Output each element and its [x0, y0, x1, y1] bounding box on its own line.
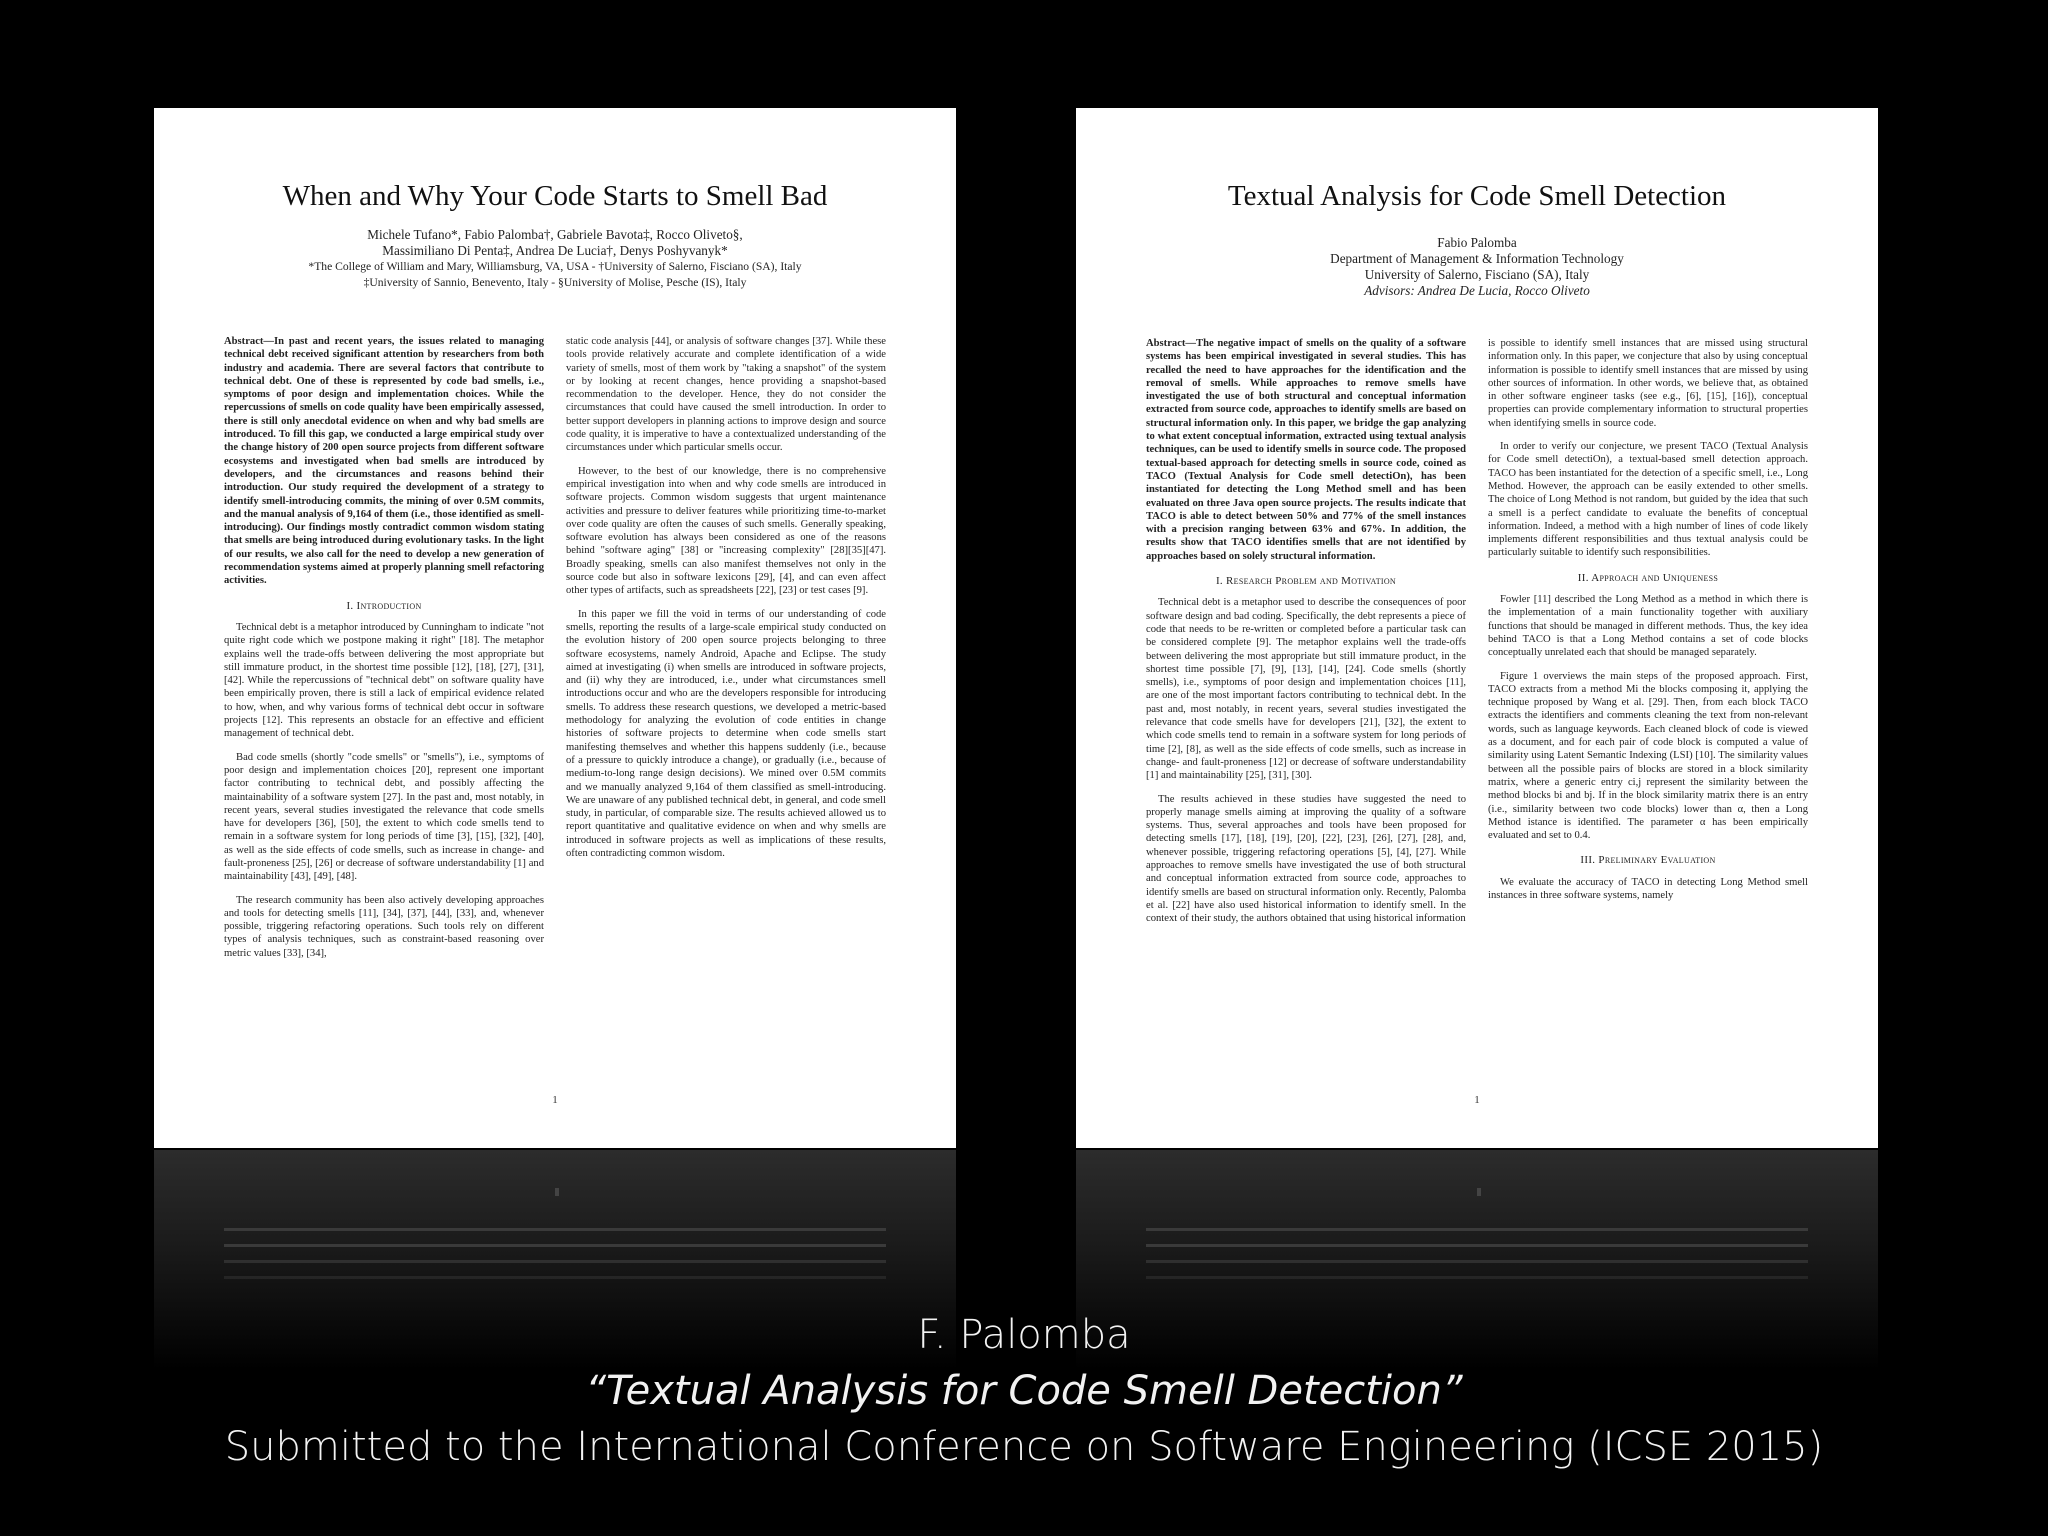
column-left: [1146, 337, 1466, 935]
reflection-line: [1146, 1228, 1808, 1231]
paragraph: We evaluate the accuracy of TACO in detecting Long Method smell instances in three software systems, namely: [1488, 876, 1808, 901]
column-right: [566, 335, 886, 970]
paragraph: Technical debt is a metaphor introduced by Cunningham to indicate "not quite right code which we postpone making it right" [18]. The metaphor explains well the trade-offs between delivering the most appropriate but still immature product, in the shortest time possible [12], [18], [27], [31], [42]. While the repercussions of "technical debt" on software quality have been empirically proven, there is still a lack of empirical evidence related to how, when, and why various forms of technical debt occur in software projects [12]. This represents an obstacle for an effective and efficient management of technical debt.: [224, 621, 544, 740]
paragraph: In order to verify our conjecture, we present TACO (Textual Analysis for Code smell detectiOn), a textual-based smell detection approach. TACO has been instantiated for the detection of a specific smell, i.e., Long Method. However, the approach can be easily extended to other smells. The choice of Long Method is not random, but guided by the idea that such a smell is a perfect candidate to evaluate the benefits of conceptual information. Indeed, a method with a high number of lines of code likely implements different responsibilities and thus textual analysis could be particularly suitable to identify such responsibilities.: [1488, 441, 1808, 559]
paragraph: The results achieved in these studies have suggested the need to properly manage smells aiming at improving the quality of a software systems. Thus, several approaches and tools have been proposed for detecting smells [17], [18], [19], [20], [22], [23], [26], [27], [28], and, whenever possible, triggering refactoring operations [5], [4], [27]. While approaches to remove smells have investigated the use of both structural and conceptual information extracted from source code, approaches to identify smells are based on structural information only. Recently, Palomba et al. [22] have also used historical information to identify smell. In the context of their study, the authors obtained that using historical information: [1146, 793, 1466, 925]
reflection-line: [1146, 1276, 1808, 1279]
university: University of Salerno, Fisciano (SA), Italy: [1364, 267, 1590, 282]
caption-title: “Textual Analysis for Code Smell Detection”: [585, 1368, 1463, 1414]
paragraph: The research community has been also actively developing approaches and tools for detecting smells [11], [34], [37], [44], [33], and, whenever possible, triggering refactoring operations. Such tools rely on different types of analysis techniques, such as constraint-based reasoning over metric values [33], [34],: [224, 894, 544, 959]
reflection-mark: [1477, 1188, 1481, 1196]
reflection-line: [224, 1260, 886, 1263]
page-number: 1: [1474, 1094, 1480, 1106]
caption-venue: Submitted to the International Conference on Software Engineering (ICSE 2015): [224, 1424, 1824, 1470]
page-number: 1: [552, 1094, 558, 1106]
author-name: Fabio Palomba: [1437, 235, 1517, 250]
paragraph: Bad code smells (shortly "code smells" or "smells"), i.e., symptoms of poor design and implementation choices [20], represent one important factor contributing to technical debt, and possibly affecting the maintainability of a software system [27]. In the past and, most notably, in recent years, several studies investigated the relevance that code smells have for developers [36], [50], the extent to which code smells tend to remain in a software system for long periods of time [3], [15], [32], [40], as well as the side effects of code smells, such as increase in change- and fault-proneness [25], [26] or decrease of software understandability [1] and maintainability [43], [49], [48].: [224, 751, 544, 883]
authors-line: Michele Tufano*, Fabio Palomba†, Gabriele Bavota‡, Rocco Oliveto§,: [367, 227, 743, 242]
paper-page-right: [1076, 108, 1878, 1148]
advisors: Advisors: Andrea De Lucia, Rocco Oliveto: [1364, 283, 1590, 298]
paragraph: In this paper we fill the void in terms of our understanding of code smells, reporting the results of a large-scale empirical study conducted on the evolution history of 200 open source projects belonging to three software ecosystems, namely Android, Apache and Eclipse. The study aimed at investigating (i) when smells are introduced in software projects, and (ii) why they are introduced, i.e., under what circumstances smell introductions occur and who are the developers responsible for introducing smells. To address these research questions, we developed a metric-based methodology for analyzing the evolution of code entities in change histories of software projects to determine when code smells start manifesting themselves and whether this happens suddenly (i.e., because of a pressure to quickly introduce a change), or gradually (i.e., because of medium-to-long range design decisions). We mined over 0.5M commits and we manually analyzed 9,164 of them classified as smell-introducing. We are unaware of any published technical debt, in general, and code smell study, in particular, of comparable size. The results achieved allowed us to report quantitative and qualitative evidence on when and why smells are introduced in software projects as well as implications of these results, often contradicting common wisdom.: [566, 608, 886, 859]
authors-line: Massimiliano Di Penta‡, Andrea De Lucia†, Denys Poshyvanyk*: [382, 243, 728, 258]
section-heading: II. Approach and Uniqueness: [1577, 571, 1719, 584]
affiliation-line: ‡University of Sannio, Benevento, Italy - §University of Molise, Pesche (IS), Italy: [363, 276, 747, 289]
caption-author: F. Palomba: [917, 1312, 1131, 1358]
reflection-line: [224, 1228, 886, 1231]
paragraph: Figure 1 overviews the main steps of the proposed approach. First, TACO extracts from a method Mi the blocks composing it, applying the technique proposed by Wang et al. [29]. Then, from each block TACO extracts the identifiers and comments cleaning the text from non-relevant words, such as language keywords. Each cleaned block of code is viewed as a document, and for each pair of code block is computed a value of similarity using Latent Semantic Indexing (LSI) [10]. The similarity values between all the possible pairs of blocks are stored in a block similarity matrix, where a generic entry ci,j represent the similarity between the method blocks bi and bj. If in the block similarity matrix there is an entry (i.e., similarity between two code blocks) lower than α, then a Long Method istance is identified. The parameter α has been empirically evaluated and set to 0.4.: [1488, 670, 1808, 842]
two-column-body: [1146, 337, 1808, 935]
reflection-line: [224, 1276, 886, 1279]
section-heading: I. Research Problem and Motivation: [1215, 575, 1397, 588]
paper-page-left: [154, 108, 956, 1148]
author-block: [1146, 235, 1808, 299]
reflection-mark: [555, 1188, 559, 1196]
department: Department of Management & Information Technology: [1330, 251, 1624, 266]
section-heading: I. Introduction: [346, 599, 422, 612]
paragraph: static code analysis [44], or analysis of software changes [37]. While these tools provide relatively accurate and complete identification of a wide variety of smells, most of them work by "taking a snapshot" of the system or by looking at recent changes, hence providing a snapshot-based recommendation to the developer. Hence, they do not consider the circumstances that could have caused the smell introduction. In order to better support developers in planning actions to improve design and source code quality, it is imperative to have a contextualized understanding of the circumstances under which particular smells occur.: [566, 336, 886, 454]
paper-title: When and Why Your Code Starts to Smell Bad: [282, 180, 828, 212]
reflection-line: [224, 1244, 886, 1247]
reflection-line: [1146, 1244, 1808, 1247]
abstract: Abstract—The negative impact of smells on the quality of a software systems has been empirical investigated in several studies. This has recalled the need to have approaches for the identification and the removal of smells. While approaches to remove smells have investigated the use of both structural and conceptual information extracted from source code, approaches to identify smells are based on structural information only. In this paper, we bridge the gap analyzing to what extent conceptual information, extracted using textual analysis techniques, can be used to identify smells in source code. The proposed textual-based approach for detecting smells in source code, coined as TACO (Textual Analysis for Code smell detectiOn), has been instantiated for detecting the Long Method smell and has been evaluated on three Java open source projects. The results indicate that TACO is able to detect between 50% and 77% of the smell instances with a precision ranging between 63% and 67%. In addition, the results show that TACO identifies smells that are not identified by approaches based on solely structural information.: [1146, 338, 1466, 562]
column-right: [1488, 337, 1808, 935]
paragraph: Technical debt is a metaphor used to describe the consequences of poor software design and bad coding. Specifically, the debt represents a piece of code that needs to be re-written or completed before a particular task can be considered complete [9]. The metaphor explains well the trade-offs between delivering the most appropriate but still immature product, in the shortest time possible [7], [9], [13], [14], [24]. Code smells (shortly smells), i.e., symptoms of poor design and implementation choices [11], are one of the most important factors contributing to technical debt. In the past and, most notably, in recent years, several studies investigated the relevance that code smells have for developers [21], [32], the extent to which code smells tend to remain in a software system for long periods of time [2], [8], as well as the side effects of code smells, such as increase in change- and fault-proneness [12] or decrease of software understandability [1] and maintainability [25], [31], [30].: [1146, 597, 1466, 782]
paragraph: Fowler [11] described the Long Method as a method in which there is the implementation of a main functionality together with auxiliary functions that should be managed in different methods. Thus, the key idea behind TACO is that a Long Method contains a set of code blocks conceptually unrelated each that should be managed separately.: [1488, 594, 1808, 659]
column-left: [224, 335, 544, 970]
affiliation-line: *The College of William and Mary, Williamsburg, VA, USA - †University of Salerno, Fisciano (SA), Italy: [308, 260, 802, 273]
section-heading: III. Preliminary Evaluation: [1580, 854, 1716, 867]
paragraph: is possible to identify smell instances that are missed using structural information only. In this paper, we conjecture that also by using conceptual information is possible to identify smell instances that are missed by using other sources of information. In other words, we believe that, as obtained in other software engineer tasks (see e.g., [6], [15], [16]), conceptual properties can provide complementary information to structural properties when identifying smells in source code.: [1488, 338, 1808, 429]
author-block: [224, 227, 886, 291]
two-column-body: [224, 335, 886, 970]
abstract: Abstract—In past and recent years, the issues related to managing technical debt received significant attention by researchers from both industry and academia. There are several factors that contribute to technical debt. One of these is represented by code bad smells, i.e., symptoms of poor design and implementation choices. While the repercussions of smells on code quality have been empirically assessed, there is still only anecdotal evidence on when and why bad smells are introduced. To fill this gap, we conducted a large empirical study over the change history of 200 open source projects from different software ecosystems and investigated when bad smells are introduced by developers, and the circumstances and reasons behind their introduction. Our study required the development of a strategy to identify smell-introducing commits, the mining of over 0.5M commits, and the manual analysis of 9,164 of them (i.e., those identified as smell-introducing). Our findings mostly contradict common wisdom stating that smells are being introduced during evolutionary tasks. In the light of our results, we also call for the need to develop a new generation of recommendation systems aimed at properly planning smell refactoring activities.: [224, 336, 544, 587]
paper-title: Textual Analysis for Code Smell Detection: [1227, 180, 1727, 212]
paragraph: However, to the best of our knowledge, there is no comprehensive empirical investigation into when and why code smells are introduced in software projects. Common wisdom suggests that urgent maintenance activities and pressure to deliver features while prioritizing time-to-market over code quality are often the causes of such smells. Generally speaking, software evolution has always been considered as one of the reasons behind "software aging" [38] or "increasing complexity" [28][35][47]. Broadly speaking, smells can also manifest themselves not only in the source code but also in software lexicons [29], [4], and can even affect other types of artifacts, such as spreadsheets [22], [23] or test cases [9].: [566, 465, 886, 597]
reflection-line: [1146, 1260, 1808, 1263]
